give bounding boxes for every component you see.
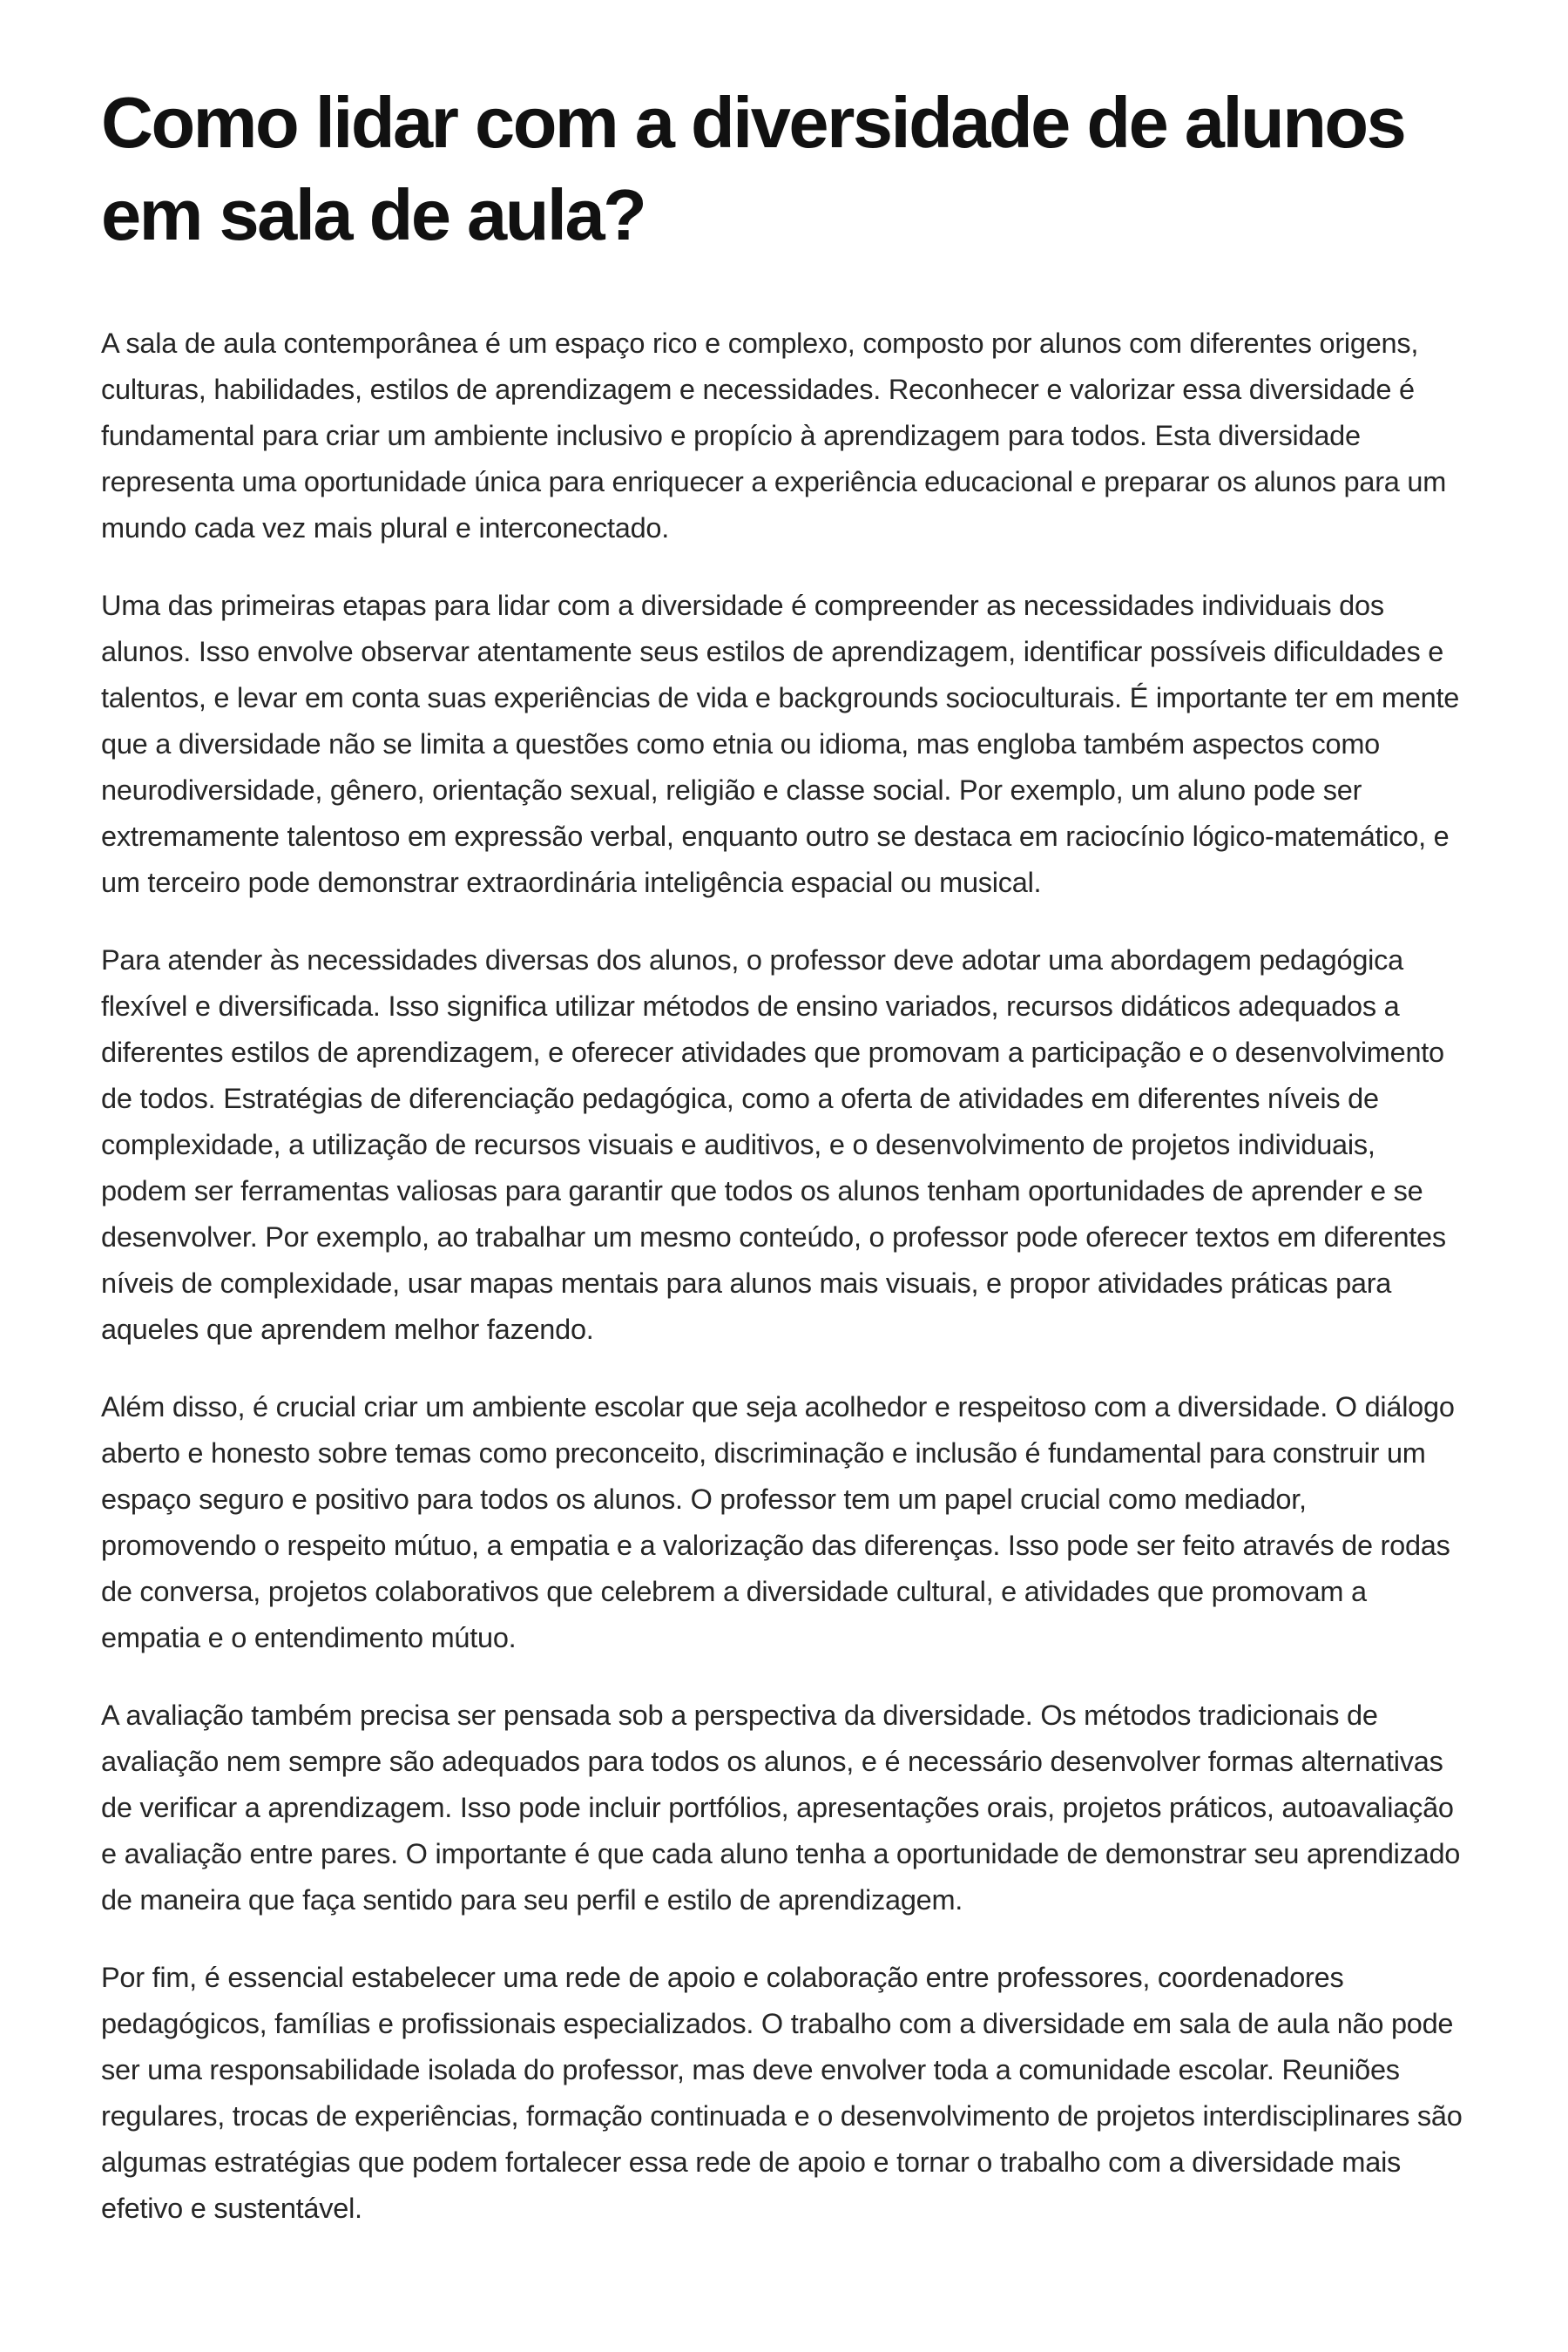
paragraph-1: A sala de aula contemporânea é um espaço rico e complexo, composto por alunos com diferentes origens, culturas, habilidades, estilos de aprendizagem e necessidades. Reconhecer e valorizar essa diversidade é fundamental para criar um ambiente inclusivo e propício à aprendizagem para todos. Esta diversidade representa uma oportunidade única para enriquecer a experiência educacional e preparar os alunos para um mundo cada vez mais plural e interconectado.	[101, 328, 1447, 544]
article-body	[101, 321, 1467, 2232]
paragraph-3: Para atender às necessidades diversas dos alunos, o professor deve adotar uma abordagem pedagógica flexível e diversificada. Isso significa utilizar métodos de ensino variados, recursos didáticos adequados a diferentes estilos de aprendizagem, e oferecer atividades que promovam a participação e o desenvolvimento de todos. Estratégias de diferenciação pedagógica, como a oferta de atividades em diferentes níveis de complexidade, a utilização de recursos visuais e auditivos, e o desenvolvimento de projetos individuais, podem ser ferramentas valiosas para garantir que todos os alunos tenham oportunidades de aprender e se desenvolver. Por exemplo, ao trabalhar um mesmo conteúdo, o professor pode oferecer textos em diferentes níveis de complexidade, usar mapas mentais para alunos mais visuais, e propor atividades práticas para aqueles que aprendem melhor fazendo.	[101, 944, 1446, 1345]
paragraph-4: Além disso, é crucial criar um ambiente escolar que seja acolhedor e respeitoso com a diversidade. O diálogo aberto e honesto sobre temas como preconceito, discriminação e inclusão é fundamental para construir um espaço seguro e positivo para todos os alunos. O professor tem um papel crucial como mediador, promovendo o respeito mútuo, a empatia e a valorização das diferenças. Isso pode ser feito através de rodas de conversa, projetos colaborativos que celebrem a diversidade cultural, e atividades que promovam a empatia e o entendimento mútuo.	[101, 1391, 1455, 1653]
paragraph-5: A avaliação também precisa ser pensada sob a perspectiva da diversidade. Os métodos tradicionais de avaliação nem sempre são adequados para todos os alunos, e é necessário desenvolver formas alternativas de verificar a aprendizagem. Isso pode incluir portfólios, apresentações orais, projetos práticos, autoavaliação e avaliação entre pares. O importante é que cada aluno tenha a oportunidade de demonstrar seu aprendizado de maneira que faça sentido para seu perfil e estilo de aprendizagem.	[101, 1700, 1461, 1916]
article-title: Como lidar com a diversidade de alunos em sala de aula?	[101, 82, 1405, 255]
paragraph-2: Uma das primeiras etapas para lidar com a diversidade é compreender as necessidades individuais dos alunos. Isso envolve observar atentamente seus estilos de aprendizagem, identificar possíveis dificuldades e talentos, e levar em conta suas experiências de vida e backgrounds socioculturais. É importante ter em mente que a diversidade não se limita a questões como etnia ou idioma, mas engloba também aspectos como neurodiversidade, gênero, orientação sexual, religião e classe social. Por exemplo, um aluno pode ser extremamente talentoso em expressão verbal, enquanto outro se destaca em raciocínio lógico-matemático, e um terceiro pode demonstrar extraordinária inteligência espacial ou musical.	[101, 590, 1460, 898]
paragraph-6: Por fim, é essencial estabelecer uma rede de apoio e colaboração entre professores, coordenadores pedagógicos, famílias e profissionais especializados. O trabalho com a diversidade em sala de aula não pode ser uma responsabilidade isolada do professor, mas deve envolver toda a comunidade escolar. Reuniões regulares, trocas de experiências, formação continuada e o desenvolvimento de projetos interdisciplinares são algumas estratégias que podem fortalecer essa rede de apoio e tornar o trabalho com a diversidade mais efetivo e sustentável.	[101, 1962, 1463, 2224]
article	[101, 77, 1467, 2232]
